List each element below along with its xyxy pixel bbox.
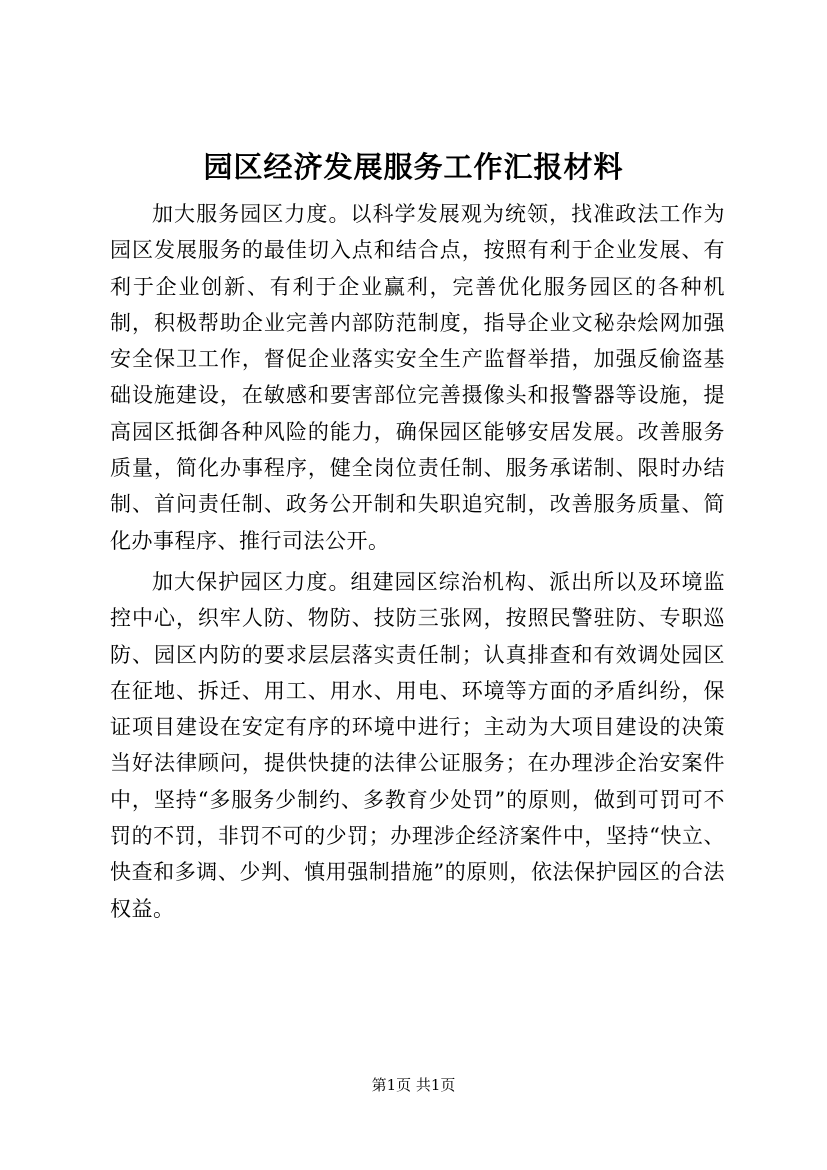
paragraph-service: 加大服务园区力度。以科学发展观为统领，找准政法工作为园区发展服务的最佳切入点和结合点，按照有利于企业发展、有利于企业创新、有利于企业赢利，完善优化服务园区的各种机制，积极帮助企业完善内部防范制度，指导企业文秘杂烩网加强安全保卫工作，督促企业落实安全生产监督举措，加强反偷盗基础设施建设，在敏感和要害部位完善摄像头和报警器等设施，提高园区抵御各种风险的能力，确保园区能够安居发展。改善服务质量，简化办事程序，健全岗位责任制、服务承诺制、限时办结制、首问责任制、政务公开制和失职追究制，改善服务质量、简化办事程序、推行司法公开。 [110, 202, 725, 553]
paragraph-protection: 加大保护园区力度。组建园区综治机构、派出所以及环境监控中心，织牢人防、物防、技防三张网，按照民警驻防、专职巡防、园区内防的要求层层落实责任制；认真排查和有效调处园区在征地、拆迁、用工、用水、用电、环境等方面的矛盾纠纷，保证项目建设在安定有序的环境中进行；主动为大项目建设的决策当好法律顾问，提供快捷的法律公证服务；在办理涉企治安案件中，坚持“多服务少制约、多教育少处罚”的原则，做到可罚可不罚的不罚，非罚不可的少罚；办理涉企经济案件中，坚持“快立、快查和多调、少判、慎用强制措施”的原则，依法保护园区的合法权益。 [110, 569, 725, 921]
document-title: 园区经济发展服务工作汇报材料 [203, 150, 624, 184]
document-body [110, 196, 725, 927]
page-footer: 第1页 共1页 [371, 1076, 456, 1094]
